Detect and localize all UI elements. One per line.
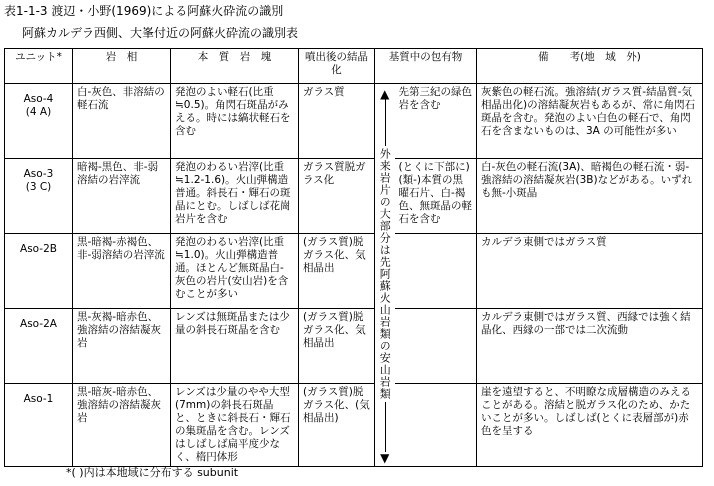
arrow-down-icon: ▼ [380,451,390,465]
table-row [5,159,703,234]
inclusions-cell: 先第三紀の緑色岩を含む [395,84,477,159]
inclusions-cell [395,234,477,309]
remarks-cell: 崖を遠望すると、不明瞭な成層構造のみえることがある。溶結と脱ガラス化のため、かたいことが多い。しばしば(とくに表層部が)赤色を呈する [477,384,703,467]
matrix-cell: 発泡のわるい岩滓(比重≒1.0)。火山弾構造普通。ほとんど無斑晶白-灰色の岩片(安山岩)を含むことが多い [171,234,299,309]
pyroclastic-flow-table [4,48,703,467]
facies-cell: 黒-暗褐-赤褐色、非-弱溶結の岩滓流 [73,234,171,309]
header-crystallization: 噴出後の結晶化 [299,49,375,84]
facies-cell: 黒-灰褐-暗赤色、強溶結の溶結凝灰岩 [73,309,171,384]
crystallization-cell: (ガラス質)脱ガラス化、気相晶出 [299,309,375,384]
inclusions-cell [395,309,477,384]
remarks-cell: 灰紫色の軽石流。強溶結(ガラス質-結晶質-気相晶出化)の溶結凝灰岩もあるが、常に角閃石斑晶を含む。発泡のよい白色の軽石で、角閃石を含まないものは、3A の可能性が多い [477,84,703,159]
inclusion-arrow-column [375,84,395,467]
header-remarks: 備 考(地 域 外) [477,49,703,84]
facies-cell: 暗褐-黒色、非-弱溶結の岩滓流 [73,159,171,234]
subunit-name: (3 C) [25,181,52,193]
matrix-cell: 発泡のよい軽石(比重≒0.5)。角閃石斑晶がみえる。時には縞状軽石を含む [171,84,299,159]
header-row [5,49,703,84]
table-subtitle: 阿蘇カルデラ西側、大峯付近の阿蘇火砕流の識別表 [22,26,299,40]
header-unit: ユニット* [5,49,73,84]
facies-cell: 白-灰色、非溶結の軽石流 [73,84,171,159]
table-title: 表1-1-3 渡辺・小野(1969)による阿蘇火砕流の識別 [4,4,284,18]
unit-name: Aso-2B [20,243,57,255]
inclusions-cell [395,384,477,467]
header-facies: 岩 相 [73,49,171,84]
unit-name: Aso-2A [20,318,57,330]
crystallization-cell: ガラス質 [299,84,375,159]
unit-cell [5,309,73,384]
matrix-cell: レンズは少量のやや大型(7mm)の斜長石斑晶と、ときに斜長石・輝石の集斑晶を含む。レンズはしばしば扁平度少なく、楕円体形 [171,384,299,467]
header-matrix: 本 質 岩 塊 [171,49,299,84]
inclusions-cell: (とくに下部に)(類-)本質の黒曜石片、白-褐色、無斑晶の軽石を含む [395,159,477,234]
header-inclusions: 基質中の包有物 [375,49,477,84]
unit-name: Aso-1 [23,393,54,405]
table-row [5,384,703,467]
unit-cell [5,159,73,234]
table-row [5,84,703,159]
crystallization-cell: (ガラス質)脱ガラス化、(気相晶出) [299,384,375,467]
footnote: *( )内は本地域に分布する subunit [66,466,239,479]
matrix-cell: 発泡のわるい岩滓(比重≒1.2-1.6)。火山弾構造普通。斜長石・輝石の斑晶にとむ。しばしば花崗岩片を含む [171,159,299,234]
unit-cell [5,384,73,467]
remarks-cell: カルデラ東側ではガラス質、西縁では強く結晶化、西縁の一部では二次流動 [477,309,703,384]
remarks-cell: カルデラ東側ではガラス質 [477,234,703,309]
remarks-cell: 白-灰色の軽石流(3A)、暗褐色の軽石流・弱-強溶結の溶結凝灰岩(3B)などがある。いずれも無-小斑晶 [477,159,703,234]
unit-cell [5,234,73,309]
table-row [5,234,703,309]
facies-cell: 黒-暗灰-暗赤色、強溶結の溶結凝灰岩 [73,384,171,467]
crystallization-cell: (ガラス質)脱ガラス化、気相晶出 [299,234,375,309]
unit-cell [5,84,73,159]
table-row [5,309,703,384]
unit-name: Aso-4 [23,93,54,105]
matrix-cell: レンズは無斑晶または少量の斜長石斑晶を含む [171,309,299,384]
inclusion-common-text: 外来岩片の大部分は先阿蘇火山岩類の安山岩類 [378,148,392,400]
unit-name: Aso-3 [23,168,54,180]
arrow-up-icon: ▲ [380,87,390,101]
crystallization-cell: ガラス質脱ガラス化 [299,159,375,234]
subunit-name: (4 A) [25,106,52,118]
